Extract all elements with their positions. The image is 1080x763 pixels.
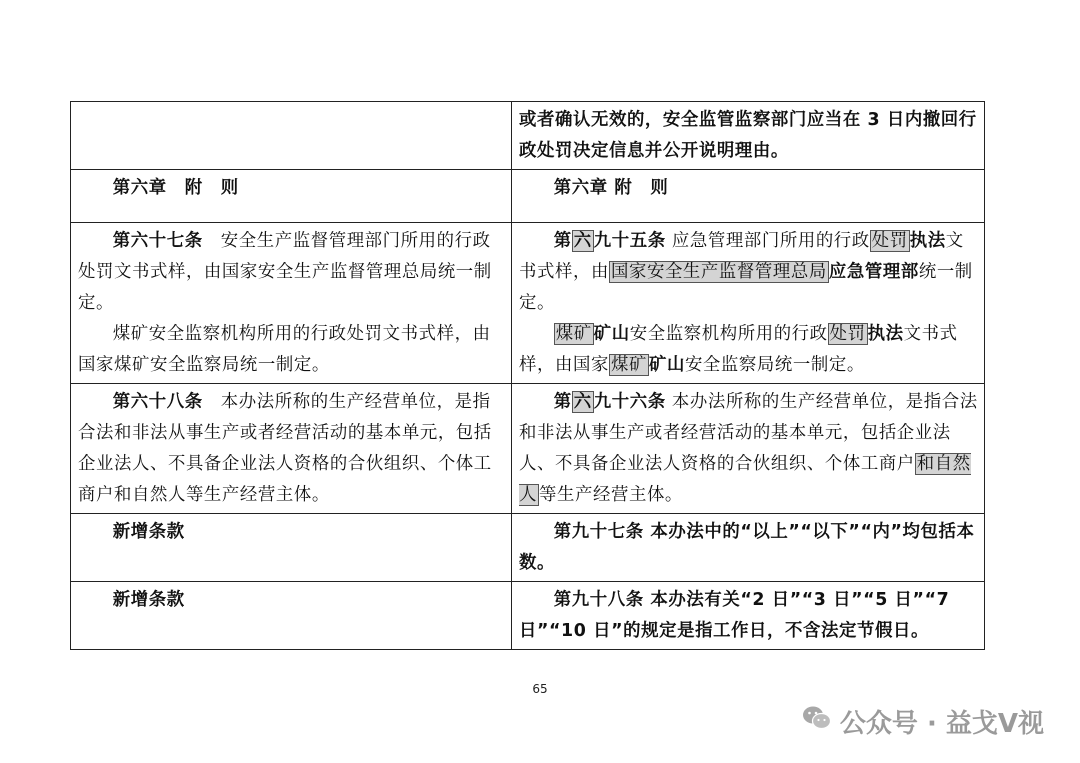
text-run: 煤矿安全监察机构所用的行政处罚文书式样，由国家煤矿安全监察局统一制定。	[78, 324, 491, 375]
revised-text-cell	[512, 582, 985, 650]
clause-paragraph	[519, 226, 978, 319]
original-text-cell	[71, 582, 512, 650]
text-run: 第六章 附 则	[112, 178, 239, 198]
highlighted-change: 国家安全生产监督管理总局	[610, 262, 827, 282]
table-row	[71, 223, 985, 384]
page-number: 65	[532, 682, 548, 696]
text-run: 第	[553, 231, 572, 251]
clause-paragraph	[519, 585, 978, 647]
text-run: 文书式样，由国家	[519, 324, 958, 375]
clause-paragraph	[519, 105, 978, 167]
revised-text-cell	[512, 102, 985, 170]
text-run: 应急管理部门所用的行政	[665, 231, 870, 251]
text-run: 安全生产监督管理部门所用的行政处罚文书式样，由国家安全生产监督管理总局统一制定。	[78, 231, 492, 313]
original-text-cell	[71, 223, 512, 384]
text-run: 统一制定。	[519, 262, 973, 313]
clause-paragraph	[519, 517, 978, 579]
text-run: 九十五条	[593, 231, 666, 251]
text-run: 第	[553, 392, 572, 412]
clause-paragraph	[78, 387, 505, 511]
highlighted-change: 煤矿	[610, 355, 647, 375]
clause-paragraph	[78, 517, 505, 548]
clause-paragraph	[519, 173, 978, 204]
clause-paragraph	[519, 387, 978, 511]
watermark-text: 公众号 · 益戈V视	[839, 709, 1044, 739]
text-run: 本办法所称的生产经营单位，是指合法和非法从事生产或者经营活动的基本单元，包括企业法人、不具备企业法人资格的合伙组织、个体工商户	[519, 392, 978, 474]
highlighted-change: 处罚	[829, 324, 866, 344]
text-run: 应急管理部	[828, 262, 919, 282]
text-run: 第六十八条	[112, 392, 203, 412]
revised-text-cell	[512, 223, 985, 384]
original-text-cell	[71, 170, 512, 223]
highlighted-change: 煤矿	[555, 324, 592, 344]
table-row	[71, 514, 985, 582]
revised-text-cell	[512, 170, 985, 223]
text-run: 第六章 附 则	[553, 178, 669, 198]
text-run: 执法	[909, 231, 946, 251]
table-row	[71, 170, 985, 223]
text-run: 九十六条	[593, 392, 666, 412]
clause-paragraph	[78, 319, 505, 381]
revised-text-cell	[512, 514, 985, 582]
highlighted-change: 和自然人	[519, 454, 971, 505]
watermark	[802, 703, 1044, 740]
text-run: 等生产经营主体。	[539, 485, 683, 505]
text-run: 第九十八条 本办法有关“2 日”“3 日”“5 日”“7 日”“10 日”的规定是指工作日，不含法定节假日。	[519, 590, 950, 641]
original-text-cell	[71, 514, 512, 582]
text-run: 或者确认无效的，安全监管监察部门应当在 3 日内撤回行政处罚决定信息并公开说明理由。	[519, 110, 977, 161]
clause-paragraph	[78, 585, 505, 616]
text-run: 新增条款	[112, 590, 185, 610]
text-run: 矿山	[593, 324, 630, 344]
original-text-cell	[71, 102, 512, 170]
text-run: 执法	[867, 324, 904, 344]
wechat-icon	[802, 705, 832, 738]
text-run: 本办法所称的生产经营单位，是指合法和非法从事生产或者经营活动的基本单元，包括企业法人、不具备企业法人资格的合伙组织、个体工商户和自然人等生产经营主体。	[78, 392, 492, 505]
comparison-table	[70, 101, 985, 650]
text-run: 文书式样，由	[519, 231, 964, 282]
text-run: 安全监察机构所用的行政	[629, 324, 828, 344]
text-run: 安全监察局统一制定。	[684, 355, 865, 375]
original-text-cell	[71, 384, 512, 514]
revised-text-cell	[512, 384, 985, 514]
table-row	[71, 102, 985, 170]
text-run: 新增条款	[112, 522, 185, 542]
text-run: 矿山	[648, 355, 685, 375]
text-run: 第九十七条 本办法中的“以上”“以下”“内”均包括本数。	[519, 522, 975, 573]
table-row	[71, 384, 985, 514]
clause-paragraph	[78, 173, 505, 204]
highlighted-change: 六	[573, 392, 592, 412]
highlighted-change: 处罚	[871, 231, 908, 251]
clause-paragraph	[78, 226, 505, 319]
table-row	[71, 582, 985, 650]
highlighted-change: 六	[573, 231, 592, 251]
clause-paragraph	[519, 319, 978, 381]
text-run: 第六十七条	[112, 231, 203, 251]
